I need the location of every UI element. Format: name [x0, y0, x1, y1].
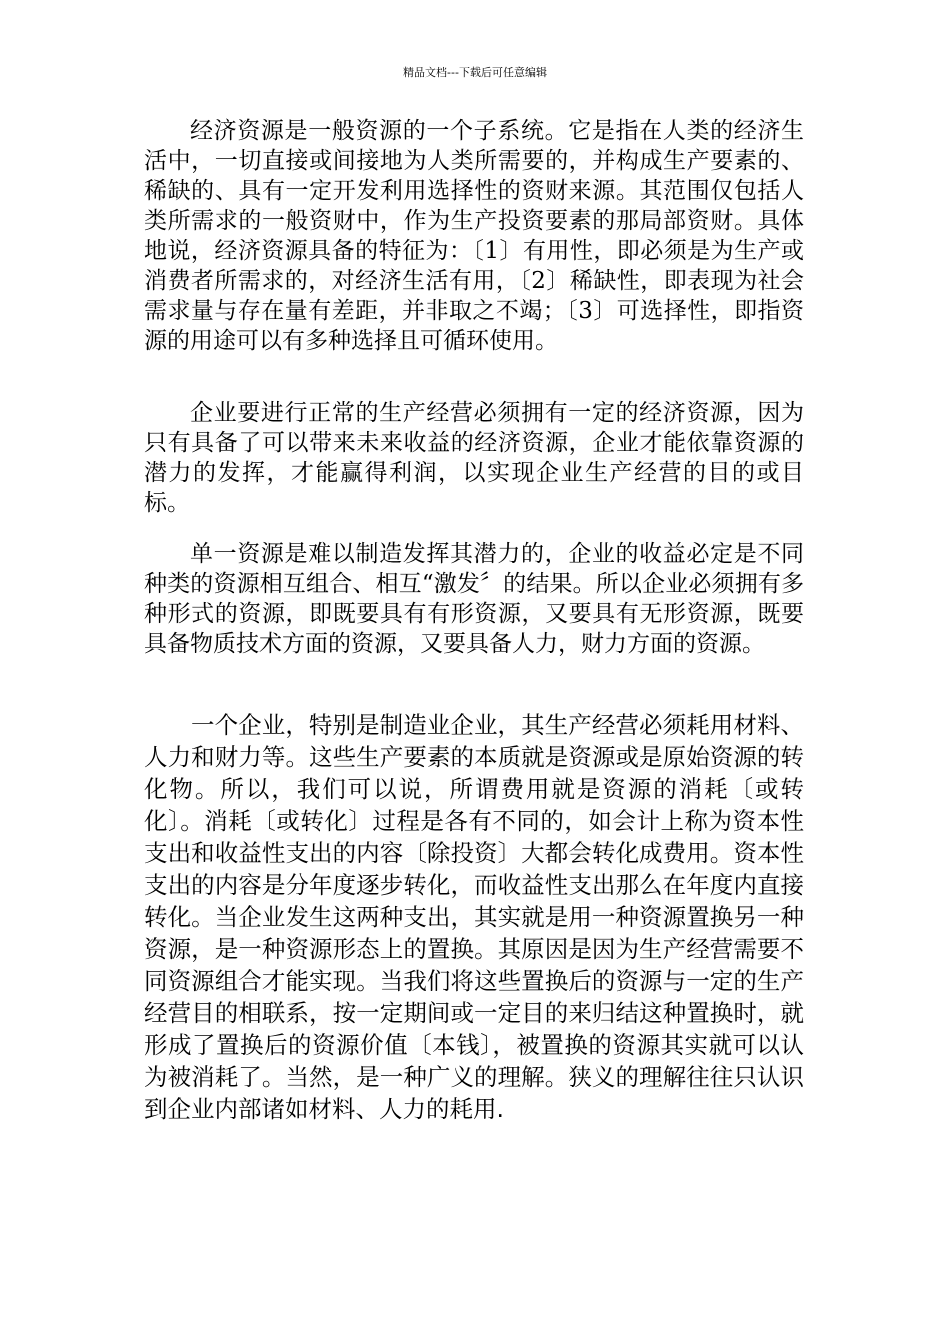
paragraph-resource-combination: 单一资源是难以制造发挥其潜力的，企业的收益必定是不同种类的资源相互组合、相互“激发〞的结果。所以企业必须拥有多种形式的资源，即既要具有有形资源，又要具有无形资源，既要具备物质技术方面的资源，又要具备人力，财力方面的资源。	[144, 541, 804, 657]
page-header: 精品文档---下载后可任意编辑	[403, 66, 547, 79]
paragraph-enterprise-resources: 企业要进行正常的生产经营必须拥有一定的经济资源，因为只有具备了可以带来未来收益的经济资源，企业才能依靠资源的潜力的发挥，才能赢得利润，以实现企业生产经营的目的或目标。	[144, 400, 804, 516]
paragraph-cost-consumption: 一个企业，特别是制造业企业，其生产经营必须耗用材料、人力和财力等。这些生产要素的本质就是资源或是原始资源的转化物。所以，我们可以说，所谓费用就是资源的消耗〔或转化〕。消耗〔或转化〕过程是各有不同的，如会计上称为资本性支出和收益性支出的内容〔除投资〕大都会转化成费用。资本性支出的内容是分年度逐步转化，而收益性支出那么在年度内直接转化。当企业发生这两种支出，其实就是用一种资源置换另一种资源，是一种资源形态上的置换。其原因是因为生产经营需要不同资源组合才能实现。当我们将这些置换后的资源与一定的生产经营目的相联系，按一定期间或一定目的来归结这种置换时，就形成了置换后的资源价值〔本钱〕，被置换的资源其实就可以认为被消耗了。当然，是一种广义的理解。狭义的理解往往只认识到企业内部诸如材料、人力的耗用.	[144, 711, 804, 1123]
paragraph-economic-resources: 经济资源是一般资源的一个子系统。它是指在人类的经济生活中，一切直接或间接地为人类所需要的，并构成生产要素的、稀缺的、具有一定开发利用选择性的资财来源。其范围仅包括人类所需求的一般资财中，作为生产投资要素的那局部资财。具体地说，经济资源具备的特征为：〔1〕有用性，即必须是为生产或消费者所需求的，对经济生活有用，〔2〕稀缺性，即表现为社会需求量与存在量有差距，并非取之不竭；〔3〕可选择性，即指资源的用途可以有多种选择且可循环使用。	[144, 118, 804, 354]
